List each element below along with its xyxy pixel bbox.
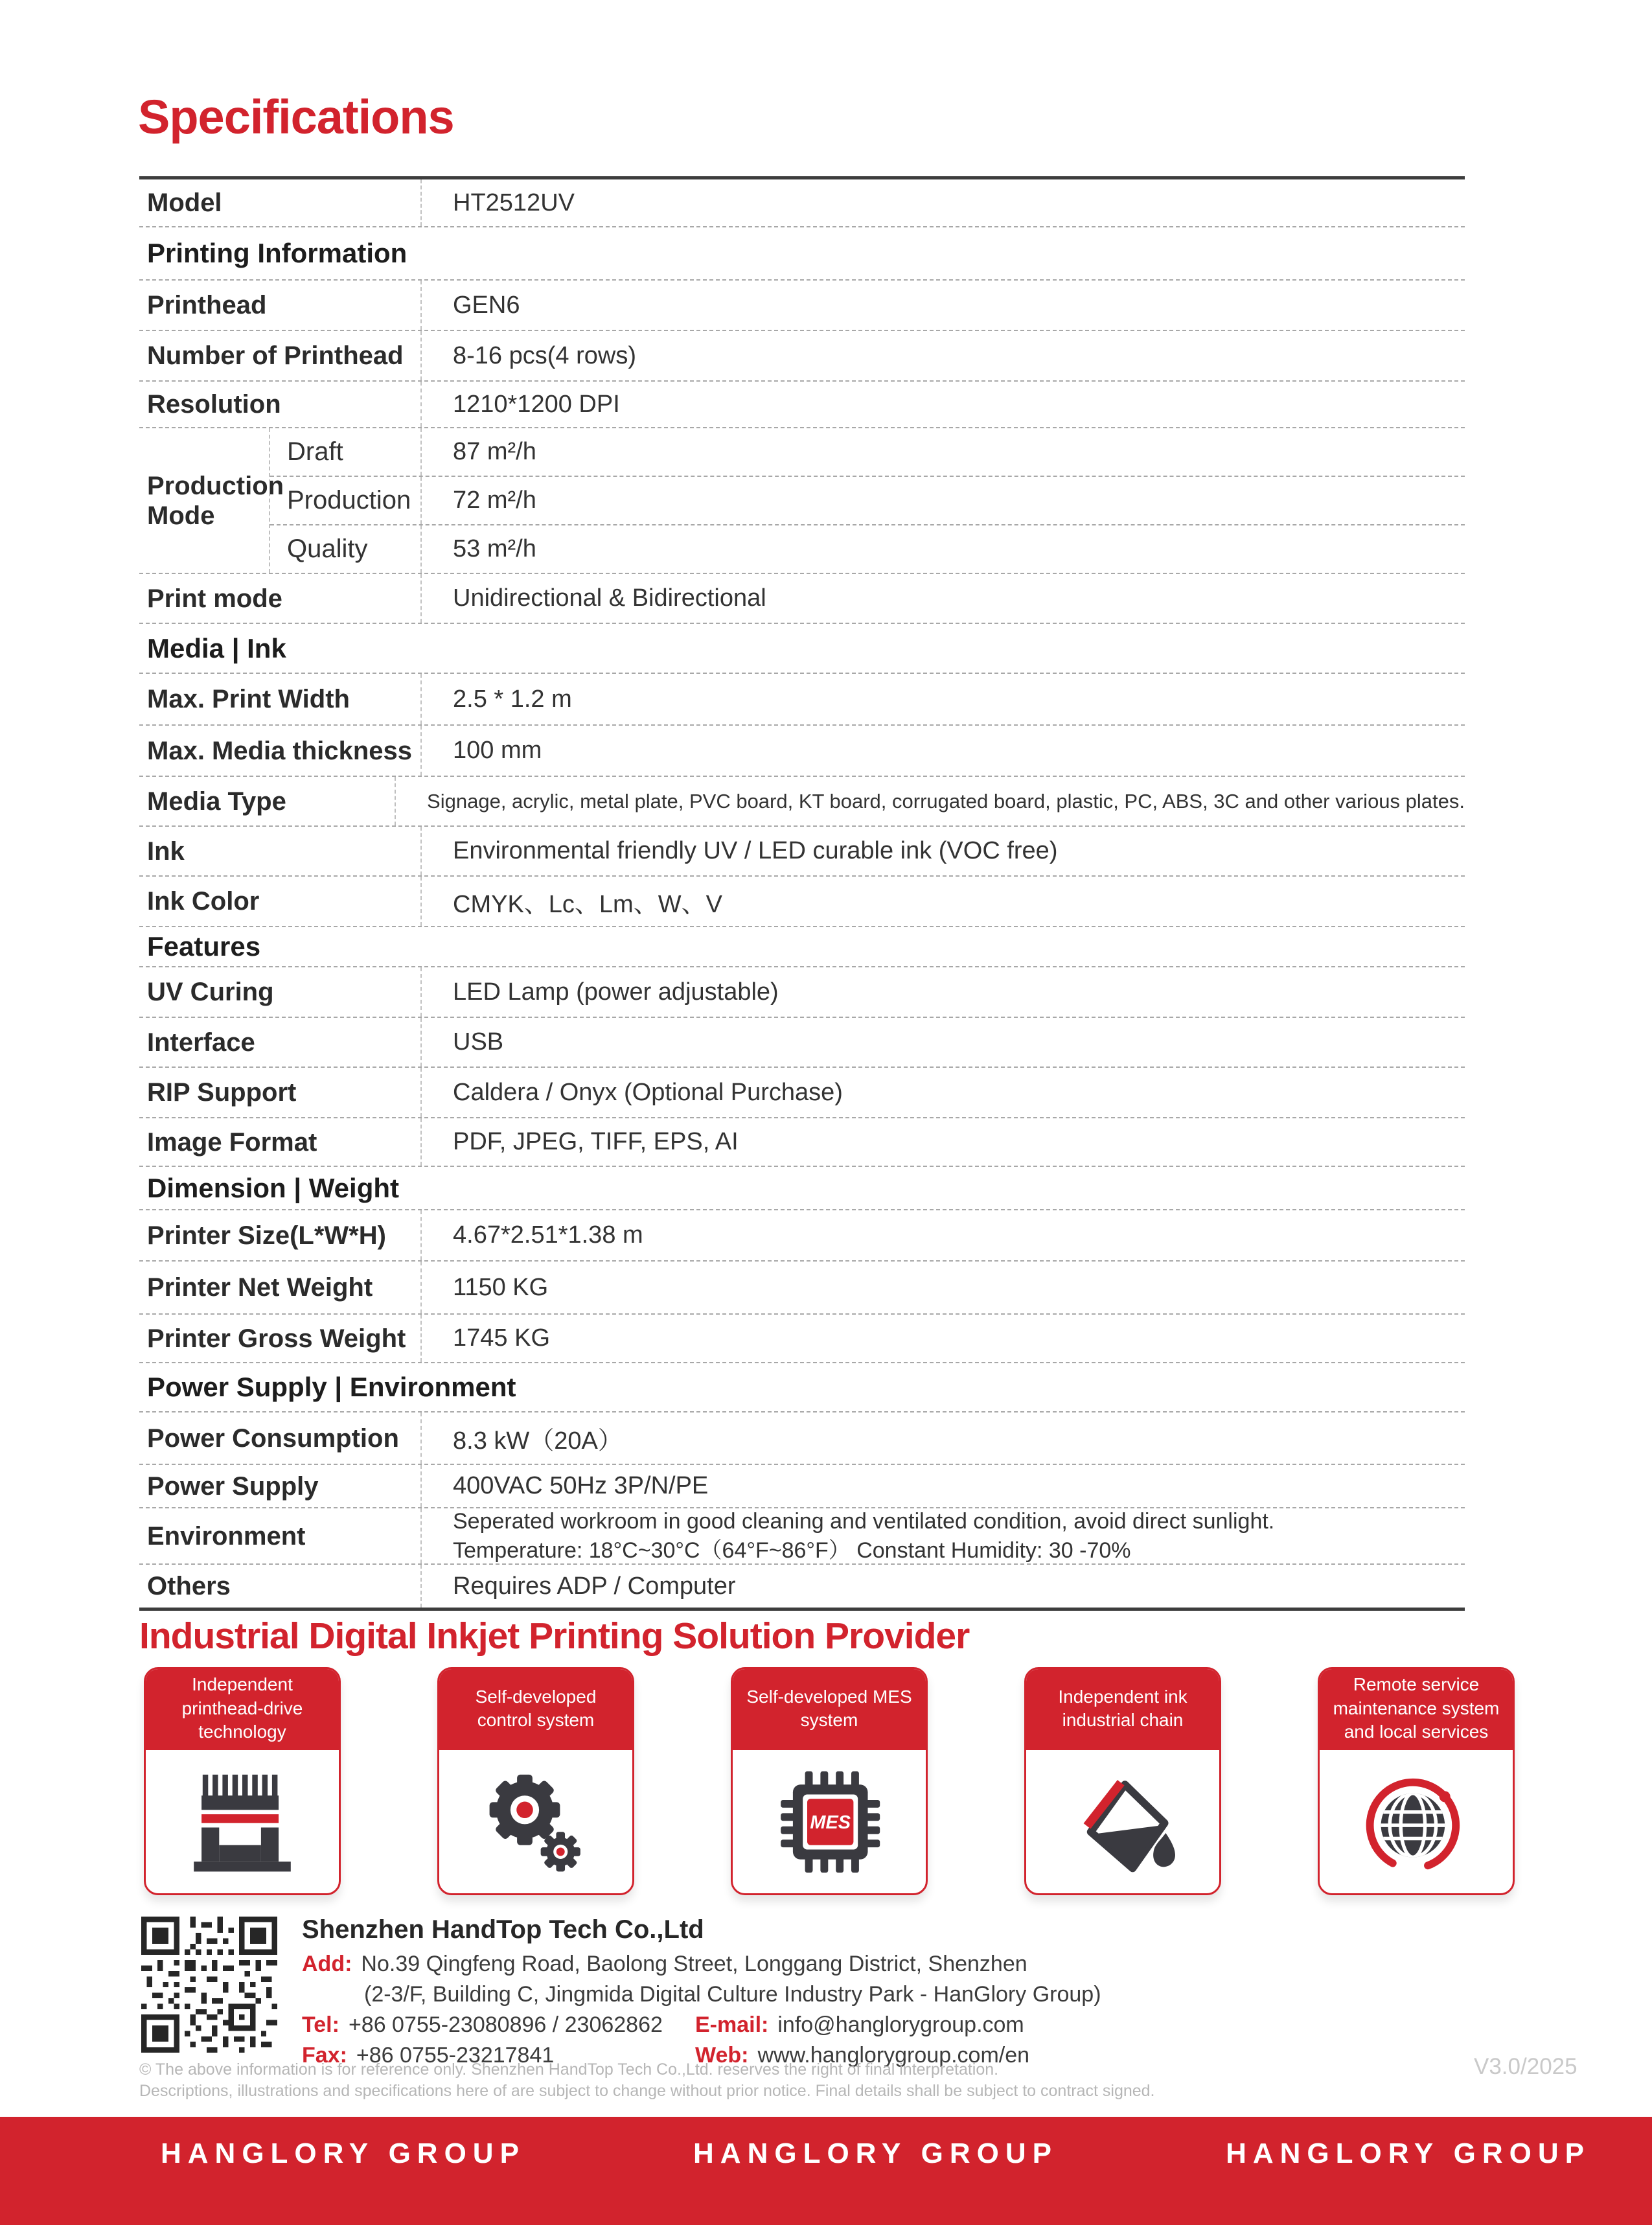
row-value: 1210*1200 DPI (420, 382, 1465, 427)
row-label: RIP Support (147, 1078, 297, 1107)
spec-row-uv-curing (139, 966, 1465, 1017)
spec-row-printer-gross-weight (139, 1313, 1465, 1362)
subrow-value: 53 m²/h (420, 525, 1465, 573)
card-printhead-drive (144, 1667, 341, 1895)
row-value: 2.5 * 1.2 m (420, 674, 1465, 724)
fax-label: Fax: (302, 2043, 347, 2068)
section-features (139, 926, 1465, 966)
address-line-2: (2-3/F, Building C, Jingmida Digital Culture Industry Park - HanGlory Group) (364, 1982, 1101, 2007)
spec-row-max-print-width (139, 673, 1465, 724)
row-label: Production Mode (147, 471, 284, 530)
web-label: Web: (695, 2043, 749, 2068)
footer-brand-1: HANGLORY GROUP (161, 2138, 525, 2169)
row-label: Environment (147, 1521, 306, 1551)
subrow-value: 87 m²/h (420, 428, 1465, 476)
spec-row-rip-support (139, 1066, 1465, 1117)
row-label: Power Consumption (147, 1424, 399, 1453)
footer-bar (0, 2117, 1652, 2225)
environment-line-2: Temperature: 18°C~30°C（64°F~86°F） Constant Humidity: 30 -70% (453, 1538, 1131, 1563)
subrow-label: Draft (287, 437, 343, 466)
subrow-value: 72 m²/h (420, 477, 1465, 524)
row-label: Printer Net Weight (147, 1273, 373, 1302)
page-title: Specifications (138, 90, 454, 144)
card-mes-system (731, 1667, 928, 1895)
disclaimer-line-2: Descriptions, illustrations and specifications here of are subject to change without prior notice. Final details shall be subject to contract signed. (139, 2082, 1155, 2100)
email-group (695, 2012, 1024, 2038)
row-label: Printer Size(L*W*H) (147, 1221, 386, 1250)
row-value: Unidirectional & Bidirectional (420, 574, 1465, 623)
environment-line-1: Seperated workroom in good cleaning and ventilated condition, avoid direct sunlight. (453, 1509, 1275, 1534)
spec-row-media-type (139, 776, 1465, 825)
card-title: Self-developed MES system (731, 1667, 928, 1750)
mes-chip-icon (774, 1767, 884, 1877)
spec-row-printhead (139, 279, 1465, 330)
tel-label: Tel: (302, 2012, 339, 2037)
address-label: Add: (302, 1952, 352, 1976)
ink-bucket-icon (1068, 1767, 1178, 1877)
spec-row-others (139, 1563, 1465, 1608)
row-value: Environmental friendly UV / LED curable ink (VOC free) (420, 827, 1465, 875)
row-label: Ink (147, 836, 185, 866)
spec-row-ink (139, 825, 1465, 875)
subrow-label: Production (287, 486, 411, 514)
disclaimer-line-1: © The above information is for reference only. Shenzhen HandTop Tech Co.,Ltd. reserves the right of final interpretation. (139, 2060, 999, 2079)
row-value: LED Lamp (power adjustable) (420, 967, 1465, 1017)
spec-row-number-of-printhead (139, 330, 1465, 380)
address-row (302, 1949, 1468, 1979)
row-value: HT2512UV (420, 179, 1465, 226)
qr-code (141, 1917, 277, 2053)
row-value (420, 1508, 1465, 1563)
card-title: Remote service maintenance system and local services (1318, 1667, 1515, 1750)
row-label: Power Supply (147, 1471, 319, 1501)
card-title: Self-developed control system (437, 1667, 634, 1750)
row-label: Resolution (147, 390, 281, 419)
section-dimension-weight (139, 1166, 1465, 1209)
row-value: 8-16 pcs(4 rows) (420, 331, 1465, 380)
row-value: 4.67*2.51*1.38 m (420, 1210, 1465, 1260)
fax-value: +86 0755-23217841 (356, 2043, 555, 2068)
row-value: PDF, JPEG, TIFF, EPS, AI (420, 1118, 1465, 1166)
section-printing-information (139, 226, 1465, 279)
globe-icon (1361, 1767, 1471, 1877)
row-label: Max. Print Width (147, 685, 350, 713)
spec-row-resolution (139, 380, 1465, 427)
printhead-icon (187, 1767, 297, 1877)
section-power-supply-environment (139, 1362, 1465, 1411)
feature-cards (144, 1667, 1515, 1895)
row-label: Printer Gross Weight (147, 1324, 406, 1353)
address-line-1: No.39 Qingfeng Road, Baolong Street, Longgang District, Shenzhen (361, 1952, 1027, 1976)
email-label: E-mail: (695, 2012, 769, 2037)
web-value: www.hanglorygroup.com/en (757, 2043, 1030, 2068)
row-label: Printhead (147, 291, 267, 319)
spec-row-image-format (139, 1117, 1465, 1166)
subrow-label: Quality (287, 535, 368, 563)
spec-row-ink-color (139, 875, 1465, 926)
row-value: 1150 KG (420, 1262, 1465, 1313)
row-label: Print mode (147, 584, 282, 613)
disclaimer (139, 2059, 1155, 2102)
row-label: Media Type (147, 787, 286, 816)
address-row-2 (302, 1979, 1468, 2010)
spec-row-printer-net-weight (139, 1260, 1465, 1313)
company-name: Shenzhen HandTop Tech Co.,Ltd (302, 1915, 704, 1944)
section-media-ink (139, 623, 1465, 673)
row-value: Signage, acrylic, metal plate, PVC board, KT board, corrugated board, plastic, PC, ABS, 3C and other various plates. (395, 777, 1465, 825)
mes-chip-label: MES (810, 1812, 851, 1833)
tel-row (302, 2010, 1468, 2040)
section-label: Features (147, 931, 261, 962)
spec-row-production-mode (139, 427, 1465, 573)
section-label: Media | Ink (147, 632, 286, 663)
version-number: V3.0/2025 (1474, 2054, 1577, 2079)
spec-row-environment (139, 1507, 1465, 1563)
spec-row-power-supply (139, 1464, 1465, 1507)
company-info (302, 1915, 1468, 2071)
spec-row-model (139, 179, 1465, 226)
row-label: Max. Media thickness (147, 736, 413, 765)
card-remote-service (1318, 1667, 1515, 1895)
section-label: Dimension | Weight (147, 1172, 399, 1203)
card-title: Independent printhead-drive technology (144, 1667, 341, 1750)
row-value: USB (420, 1018, 1465, 1066)
row-label: Number of Printhead (147, 341, 404, 370)
card-title: Independent ink industrial chain (1024, 1667, 1221, 1750)
spec-row-print-mode (139, 573, 1465, 623)
row-label: Ink Color (147, 887, 260, 916)
subrow-draft (270, 428, 1465, 476)
spec-row-max-media-thickness (139, 724, 1465, 776)
subrow-production (270, 476, 1465, 524)
spec-row-power-consumption (139, 1411, 1465, 1464)
footer-brand-3: HANGLORY GROUP (1226, 2138, 1590, 2169)
row-label: Interface (147, 1028, 255, 1057)
row-value: Requires ADP / Computer (420, 1565, 1465, 1608)
subrow-quality (270, 524, 1465, 573)
banner-title: Industrial Digital Inkjet Printing Solution Provider (139, 1615, 970, 1657)
card-control-system (437, 1667, 634, 1895)
row-value: 100 mm (420, 726, 1465, 776)
section-label: Printing Information (147, 238, 407, 268)
section-label: Power Supply | Environment (147, 1372, 516, 1402)
footer-brand-2: HANGLORY GROUP (693, 2138, 1058, 2169)
row-label: Model (147, 189, 222, 217)
spec-row-interface (139, 1017, 1465, 1066)
tel-value: +86 0755-23080896 / 23062862 (348, 2012, 663, 2037)
production-mode-subrows (269, 428, 1465, 573)
gears-icon (481, 1767, 591, 1877)
row-label: UV Curing (147, 978, 274, 1006)
row-value: GEN6 (420, 281, 1465, 330)
row-value: 8.3 kW（20A） (420, 1412, 1465, 1464)
email-value: info@hanglorygroup.com (777, 2012, 1024, 2037)
spec-table (139, 176, 1465, 1611)
row-label: Image Format (147, 1127, 317, 1157)
row-value: CMYK、Lc、Lm、W、V (420, 877, 1465, 926)
row-value: Caldera / Onyx (Optional Purchase) (420, 1068, 1465, 1117)
row-value: 1745 KG (420, 1315, 1465, 1362)
card-ink-chain (1024, 1667, 1221, 1895)
row-value: 400VAC 50Hz 3P/N/PE (420, 1465, 1465, 1507)
row-label: Others (147, 1572, 231, 1600)
spec-row-printer-size (139, 1209, 1465, 1260)
